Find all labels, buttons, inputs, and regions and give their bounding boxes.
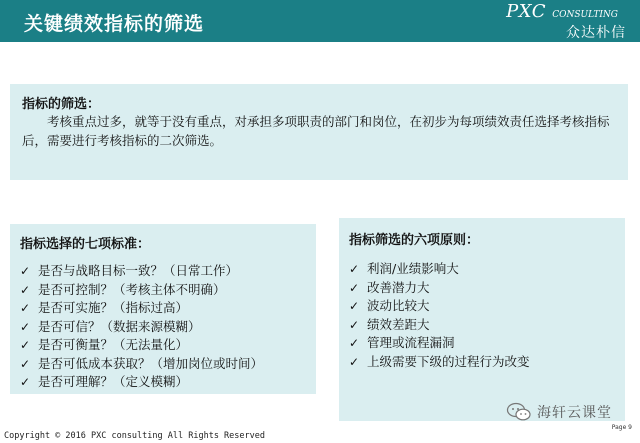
brand-logo-sub: CONSULTING — [552, 10, 618, 20]
check-icon: ✓ — [20, 356, 31, 371]
intro-panel — [10, 84, 628, 180]
check-icon: ✓ — [349, 299, 360, 313]
wechat-icon — [506, 402, 532, 422]
check-icon: ✓ — [349, 280, 360, 295]
list-item-text: 波动比较大 — [367, 298, 430, 313]
six-principles-panel — [339, 218, 625, 421]
brand-logo-main: PXC — [506, 1, 546, 22]
list-item-text: 是否可实施？（指标过高） — [38, 300, 189, 315]
list-item — [349, 334, 530, 353]
list-item — [20, 262, 263, 281]
check-icon: ✓ — [349, 336, 360, 350]
list-item-text: 是否可信？（数据来源模糊） — [38, 318, 201, 334]
list-item — [20, 318, 263, 337]
six-principles-heading: 指标筛选的六项原则： — [349, 233, 480, 248]
list-item-text: 是否与战略目标一致？（日常工作） — [38, 263, 239, 278]
list-item-text: 利润/业绩影响大 — [367, 261, 459, 276]
title-bar — [0, 0, 640, 42]
watermark — [506, 402, 612, 422]
list-item — [349, 297, 530, 316]
check-icon: ✓ — [349, 262, 360, 276]
check-icon: ✓ — [20, 338, 31, 352]
list-item — [20, 336, 263, 355]
check-icon: ✓ — [349, 354, 360, 369]
intro-heading: 指标的筛选： — [22, 97, 101, 112]
check-icon: ✓ — [20, 264, 31, 278]
check-icon: ✓ — [20, 319, 31, 334]
brand-logo-en — [506, 1, 618, 22]
list-item — [349, 316, 530, 335]
watermark-text: 海轩云课堂 — [537, 405, 612, 421]
list-item-text: 是否可理解？（定义模糊） — [38, 374, 189, 389]
list-item — [349, 353, 530, 372]
list-item-text: 是否可控制？（考核主体不明确） — [38, 281, 226, 297]
list-item-text: 管理或流程漏洞 — [367, 335, 455, 350]
list-item-text: 是否可低成本获取？（增加岗位或时间） — [38, 355, 264, 371]
list-item-text: 改善潜力大 — [367, 279, 430, 295]
copyright-text: Copyright © 2016 PXC consulting All Rights Reserved — [4, 431, 265, 441]
check-icon: ✓ — [20, 375, 31, 389]
list-item — [20, 281, 263, 300]
intro-text: 考核重点过多，就等于没有重点，对承担多项职责的部门和岗位，在初步为每项绩效责任选择考核指标后，需要进行考核指标的二次筛选。 — [22, 114, 610, 148]
list-item-text: 绩效差距大 — [367, 316, 430, 332]
list-item — [20, 373, 263, 392]
page-number: Page 9 — [611, 424, 632, 431]
seven-criteria-list — [20, 262, 263, 392]
list-item — [349, 279, 530, 298]
list-item — [349, 260, 530, 279]
check-icon: ✓ — [20, 301, 31, 315]
list-item-text: 上级需要下级的过程行为改变 — [367, 353, 530, 369]
check-icon: ✓ — [20, 282, 31, 297]
list-item-text: 是否可衡量？（无法量化） — [38, 337, 189, 352]
six-principles-list — [349, 260, 530, 371]
seven-criteria-heading: 指标选择的七项标准： — [20, 237, 151, 252]
seven-criteria-panel — [10, 224, 316, 394]
check-icon: ✓ — [349, 317, 360, 332]
list-item — [20, 355, 263, 374]
page-title: 关键绩效指标的筛选 — [24, 13, 205, 35]
brand-logo-cn: 众达朴信 — [566, 25, 626, 41]
list-item — [20, 299, 263, 318]
